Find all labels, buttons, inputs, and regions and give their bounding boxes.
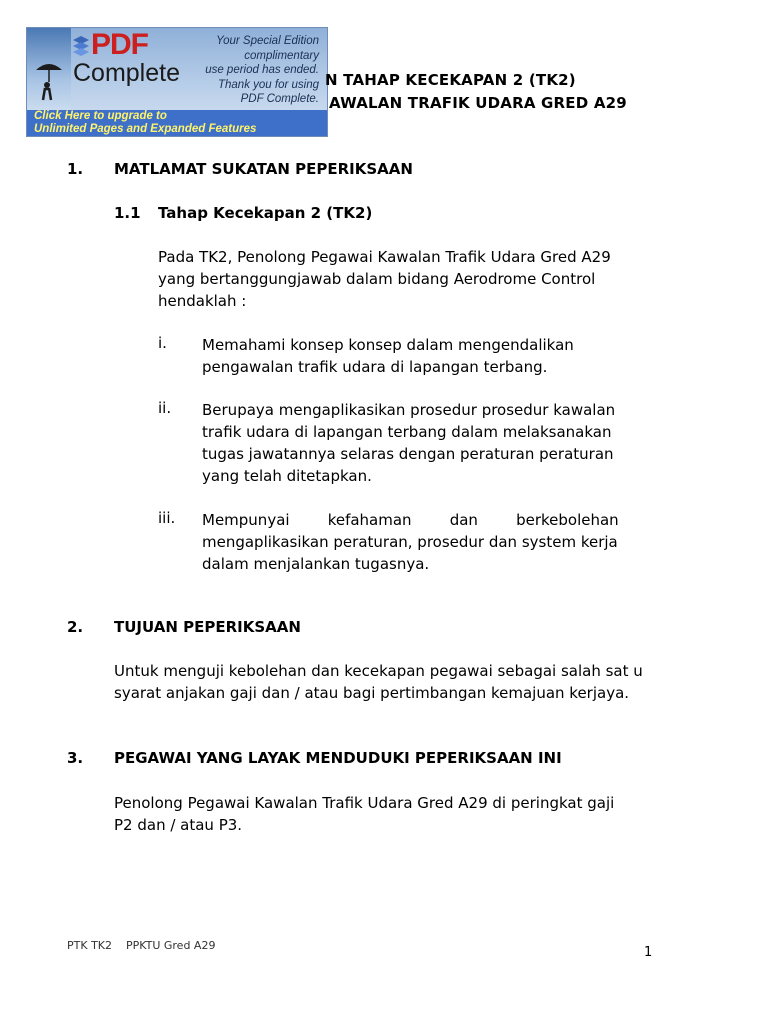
paragraph-line: syarat anjakan gaji dan / atau bagi pertimbangan kemajuan kerjaya. xyxy=(114,684,630,702)
pdf-complete-logo-icon xyxy=(71,34,91,58)
subsection-1-1-number: 1.1 xyxy=(114,204,141,222)
pdf-complete-banner[interactable] xyxy=(26,27,328,137)
paragraph-line: yang bertanggungjawab dalam bidang Aerodrome Control xyxy=(158,270,596,288)
section-2-body xyxy=(114,660,659,704)
section-2-number: 2. xyxy=(67,618,84,636)
paragraph-line: Penolong Pegawai Kawalan Trafik Udara Gred A29 di peringkat gaji xyxy=(114,794,615,812)
list-item-line: trafik udara di lapangan terbang dalam melaksanakan xyxy=(202,423,612,441)
banner-pdf-text: PDF xyxy=(91,28,148,61)
document-title-line2: AWALAN TRAFIK UDARA GRED A29 xyxy=(329,94,627,112)
paragraph-line: Untuk menguji kebolehan dan kecekapan pegawai sebagai salah sat u xyxy=(114,662,643,680)
list-item xyxy=(202,399,654,487)
upgrade-link-line1[interactable]: Click Here to upgrade to xyxy=(34,110,167,122)
section-3-heading: PEGAWAI YANG LAYAK MENDUDUKI PEPERIKSAAN INI xyxy=(114,749,562,767)
page-number: 1 xyxy=(644,945,653,960)
list-item-line: tugas jawatannya selaras dengan peraturan peraturan xyxy=(202,445,614,463)
paragraph-line: Pada TK2, Penolong Pegawai Kawalan Trafik Udara Gred A29 xyxy=(158,248,611,266)
list-item-line: dalam menjalankan tugasnya. xyxy=(202,555,430,573)
section-3-body xyxy=(114,792,659,836)
banner-message-line: complimentary xyxy=(244,49,319,62)
banner-message-line: use period has ended. xyxy=(205,64,319,76)
umbrella-figure-icon xyxy=(33,58,65,108)
section-3-number: 3. xyxy=(67,749,84,767)
paragraph-line: P2 dan / atau P3. xyxy=(114,816,243,834)
list-item-line: Mempunyai kefahaman dan berkebolehan xyxy=(202,511,619,529)
banner-complete-text: Complete xyxy=(73,59,180,87)
banner-message-line: Thank you for using xyxy=(217,78,319,91)
subsection-1-1-heading: Tahap Kecekapan 2 (TK2) xyxy=(158,204,373,222)
list-item-numeral: i. xyxy=(158,334,167,352)
list-item-line: mengaplikasikan peraturan, prosedur dan system kerja xyxy=(202,533,618,551)
section-1-heading: MATLAMAT SUKATAN PEPERIKSAAN xyxy=(114,160,413,178)
list-item-line: Memahami konsep konsep dalam mengendalikan xyxy=(202,336,574,354)
section-2-heading: TUJUAN PEPERIKSAAN xyxy=(114,618,301,636)
banner-message xyxy=(179,34,319,107)
footer-reference: PTK TK2 PPKTU Gred A29 xyxy=(67,939,216,952)
list-item-numeral: ii. xyxy=(158,399,172,417)
list-item-line: Berupaya mengaplikasikan prosedur prosedur kawalan xyxy=(202,401,616,419)
section-1-number: 1. xyxy=(67,160,84,178)
upgrade-link-line2[interactable]: Unlimited Pages and Expanded Features xyxy=(34,123,257,135)
banner-message-line: Your Special Edition xyxy=(216,35,319,47)
list-item xyxy=(202,334,654,378)
intro-paragraph xyxy=(158,246,654,312)
list-item-line: pengawalan trafik udara di lapangan terbang. xyxy=(202,358,548,376)
banner-message-line: PDF Complete. xyxy=(240,93,319,105)
document-title-line1: N TAHAP KECEKAPAN 2 (TK2) xyxy=(325,71,576,89)
list-item-numeral: iii. xyxy=(158,509,176,527)
list-item-line: yang telah ditetapkan. xyxy=(202,467,372,485)
paragraph-line: hendaklah : xyxy=(158,292,247,310)
list-item xyxy=(202,509,654,575)
upgrade-link[interactable] xyxy=(27,110,327,136)
